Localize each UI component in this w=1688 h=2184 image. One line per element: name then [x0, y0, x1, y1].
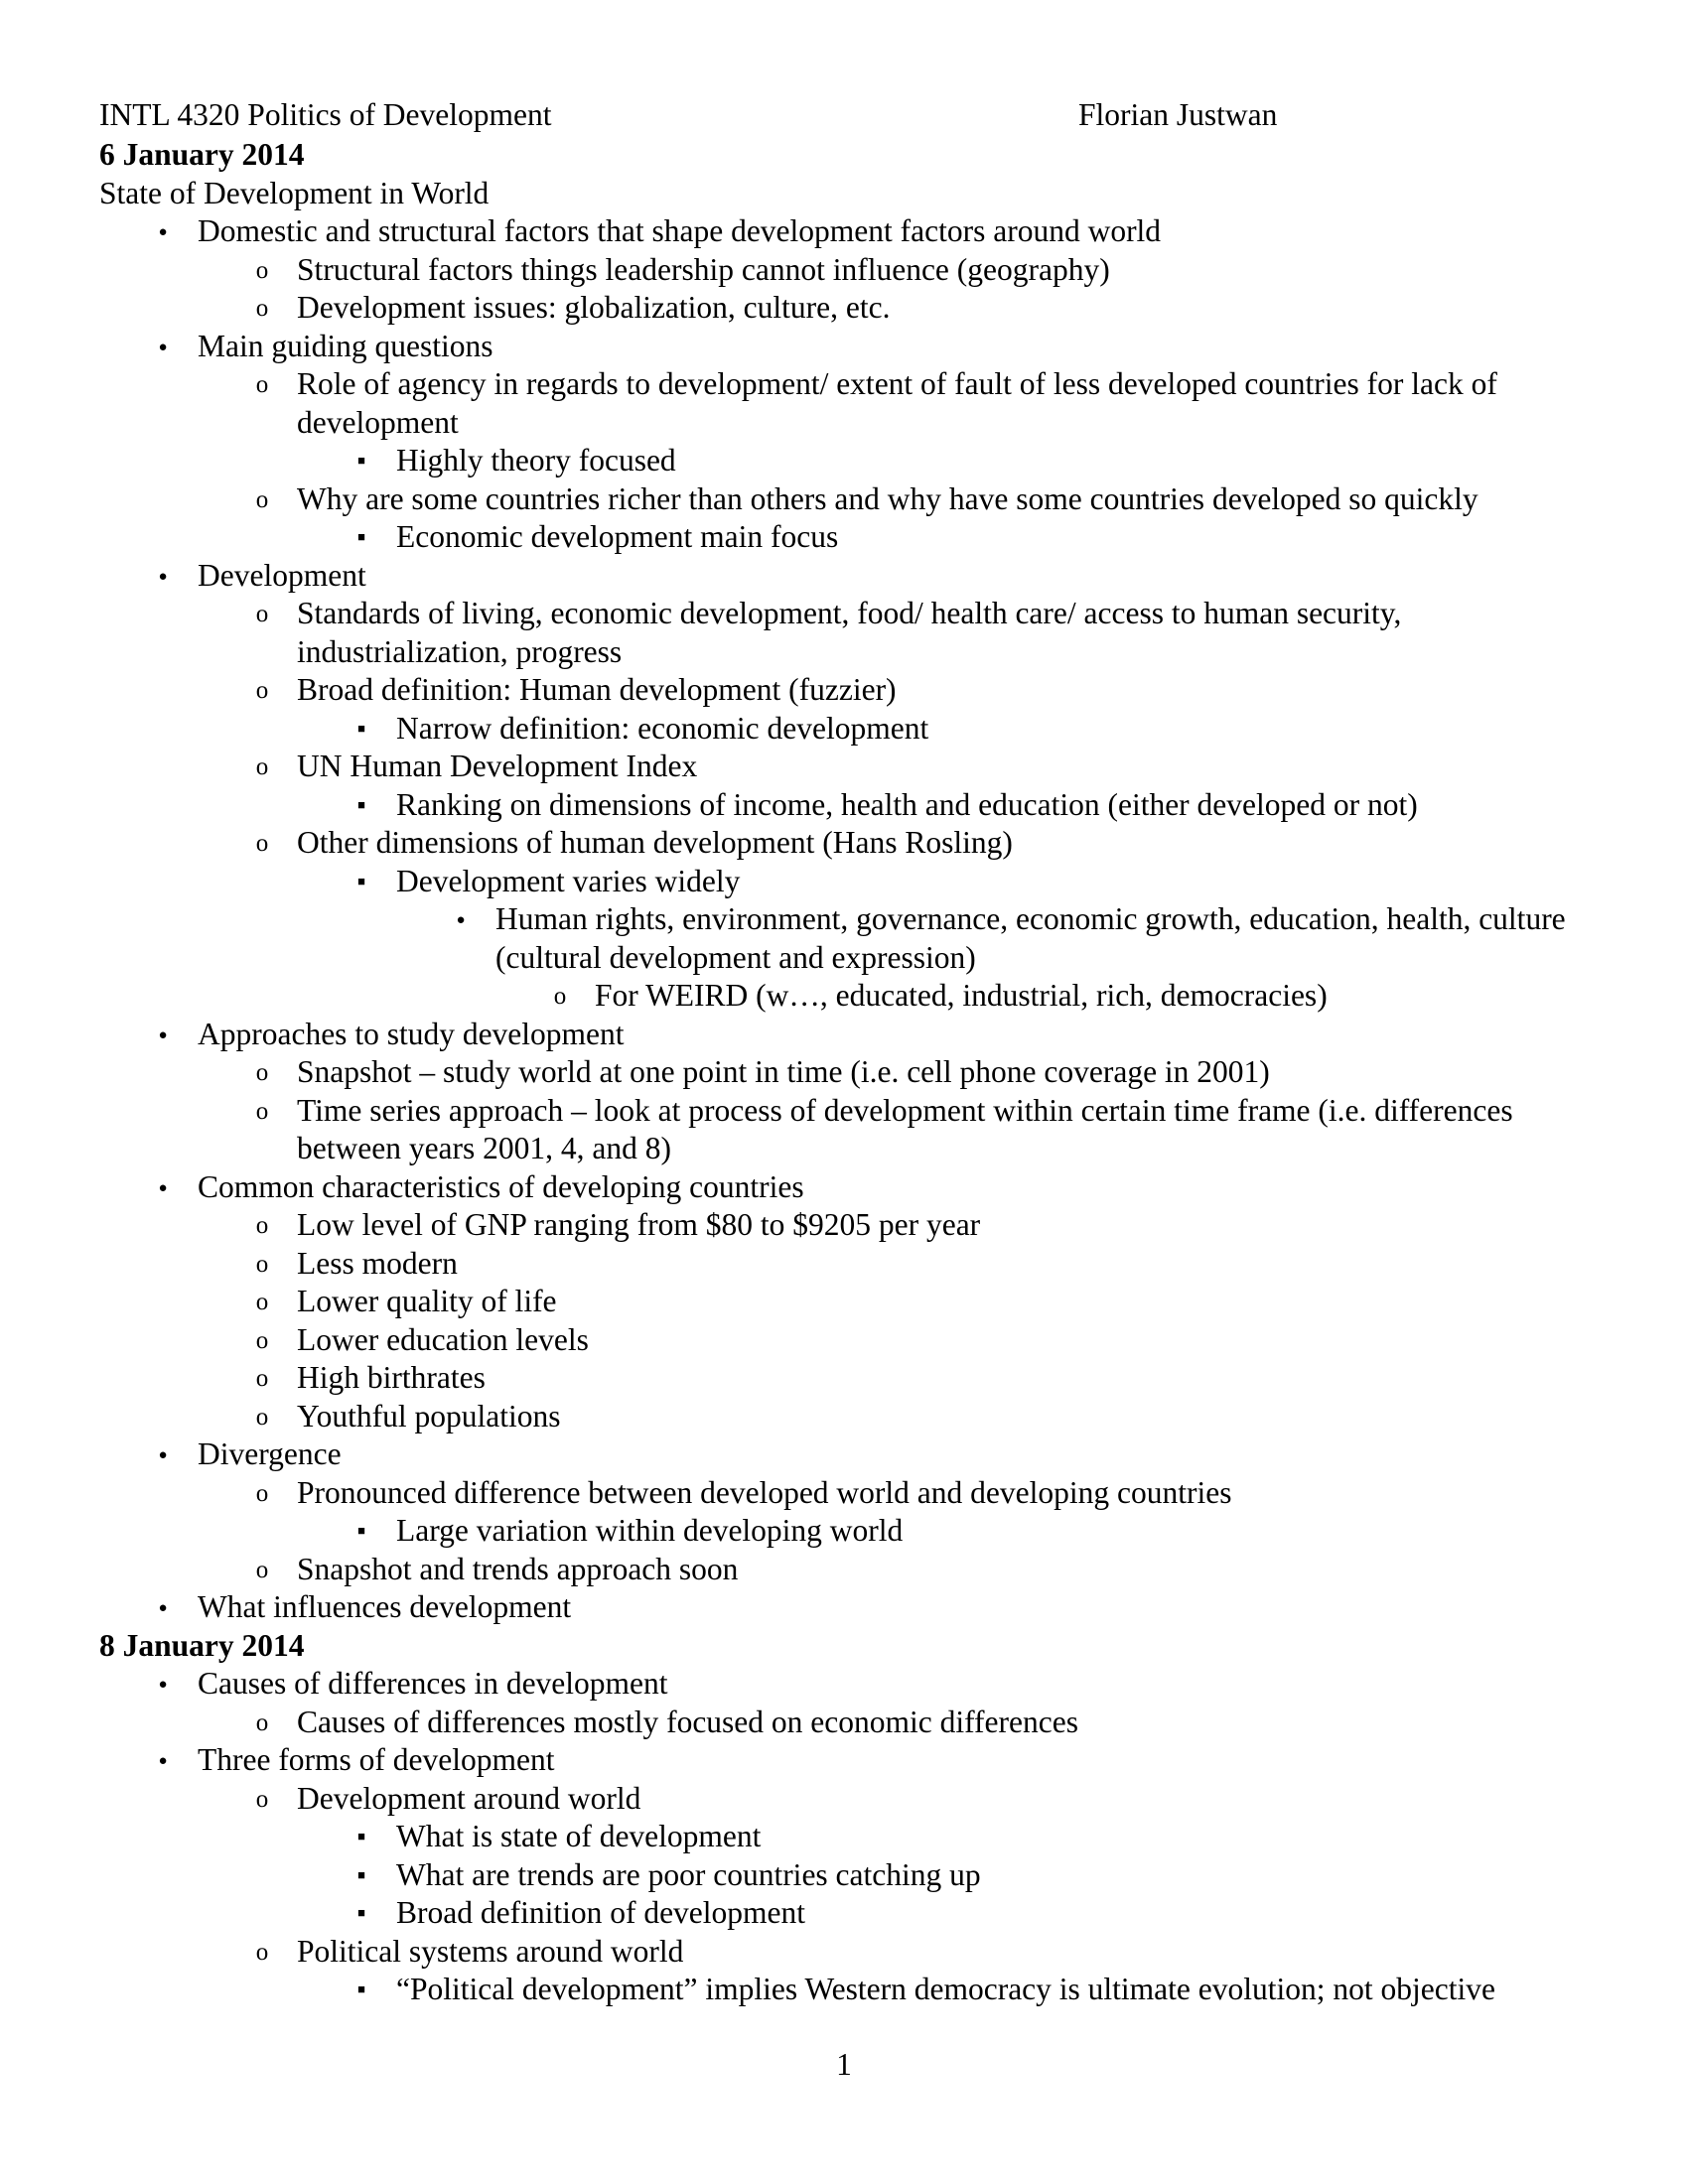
outline-item-level-2 [0, 1359, 1688, 1398]
outline-item-level-2 [0, 480, 1688, 519]
outline-text: Broad definition: Human development (fuzzier) [297, 672, 897, 707]
circle-marker [242, 1206, 282, 1248]
outline-text: Development varies widely [396, 863, 741, 898]
circle-marker [242, 480, 282, 522]
outline-text: Causes of differences mostly focused on economic differences [297, 1704, 1078, 1739]
outline-item-level-4 [0, 900, 1688, 977]
outline-text: Three forms of development [198, 1742, 555, 1777]
circle-marker [242, 1780, 282, 1822]
outline-item-level-1 [0, 1435, 1688, 1474]
section-heading [0, 175, 1688, 213]
outline-text: What are trends are poor countries catching up [396, 1856, 981, 1892]
outline-item-level-2 [0, 1245, 1688, 1284]
circle-marker [242, 1474, 282, 1516]
outline-text: Snapshot and trends approach soon [297, 1551, 739, 1586]
outline-text: State of Development in World [99, 175, 490, 210]
outline-text: Lower education levels [297, 1321, 589, 1357]
circle-marker [242, 1359, 282, 1401]
outline-item-level-2 [0, 1780, 1688, 1819]
outline-item-level-3 [0, 1971, 1688, 2009]
outline-item-level-1 [0, 1741, 1688, 1780]
circle-marker [242, 1933, 282, 1975]
outline-item-level-3 [0, 710, 1688, 749]
circle-marker [242, 1245, 282, 1287]
outline-item-level-1 [0, 1168, 1688, 1207]
outline-text: Time series approach – look at process of development within certain time frame (i.e. differences between years 2001, 4, and 8) [297, 1092, 1513, 1165]
outline-text: Political systems around world [297, 1933, 684, 1969]
circle-marker [242, 1704, 282, 1745]
date-heading [0, 1627, 1688, 1666]
outline-text: What is state of development [396, 1819, 762, 1853]
outline-item-level-3 [0, 518, 1688, 557]
outline-text: Economic development main focus [396, 519, 839, 554]
page-number: 1 [836, 2047, 852, 2082]
square-marker [342, 1971, 381, 2015]
outline-text: Main guiding questions [198, 328, 493, 363]
outline-text: Ranking on dimensions of income, health and education (either developed or not) [396, 786, 1418, 822]
outline-text: Why are some countries richer than others and why have some countries developed so quickly [297, 480, 1478, 516]
outline-item-level-2 [0, 1474, 1688, 1513]
outline-text: Narrow definition: economic development [396, 710, 929, 746]
outline-text: Broad definition of development [396, 1895, 806, 1930]
outline-text: What influences development [198, 1589, 572, 1624]
outline-text: “Political development” implies Western democracy is ultimate evolution; not objective [396, 1972, 1495, 2006]
outline-text: Highly theory focused [396, 443, 676, 478]
circle-marker [242, 1283, 282, 1324]
outline-item-level-2 [0, 1933, 1688, 1972]
date-heading [0, 136, 1688, 175]
circle-marker [242, 289, 282, 331]
outline-text: Causes of differences in development [198, 1666, 668, 1701]
outline-text: Domestic and structural factors that shape development factors around world [198, 213, 1162, 248]
outline-item-level-1 [0, 1588, 1688, 1627]
outline-item-level-2 [0, 1321, 1688, 1360]
outline-item-level-1 [0, 328, 1688, 366]
circle-marker [242, 1551, 282, 1592]
outline-item-level-3 [0, 442, 1688, 480]
outline-item-level-1 [0, 212, 1688, 251]
outline-item-level-2 [0, 595, 1688, 671]
outline-item-level-2 [0, 1206, 1688, 1245]
circle-marker [242, 1398, 282, 1439]
bullet-marker [441, 900, 481, 945]
outline-item-level-2 [0, 1551, 1688, 1589]
circle-marker [242, 251, 282, 293]
outline-item-level-2 [0, 748, 1688, 786]
outline-text: Development [198, 557, 366, 593]
outline-text: Role of agency in regards to development/ extent of fault of less developed countries for lack of development [297, 366, 1497, 440]
outline-item-level-2 [0, 1704, 1688, 1742]
outline-text: UN Human Development Index [297, 749, 698, 783]
page-header [99, 97, 1589, 137]
outline-text: Snapshot – study world at one point in time (i.e. cell phone coverage in 2001) [297, 1054, 1270, 1089]
outline-text: Structural factors things leadership cannot influence (geography) [297, 251, 1110, 287]
outline-text: Low level of GNP ranging from $80 to $9205 per year [297, 1207, 981, 1242]
outline-text: Approaches to study development [198, 1016, 625, 1051]
outline-item-level-2 [0, 289, 1688, 328]
outline-text: Less modern [297, 1245, 458, 1281]
outline-text: 6 January 2014 [99, 137, 305, 172]
circle-marker [242, 748, 282, 789]
outline-text: 8 January 2014 [99, 1627, 305, 1663]
outline-item-level-1 [0, 557, 1688, 596]
outline-text: Development issues: globalization, culture, etc. [297, 290, 891, 325]
course-title: INTL 4320 Politics of Development [99, 97, 552, 132]
outline-item-level-3 [0, 1894, 1688, 1933]
circle-marker [242, 595, 282, 636]
circle-marker [242, 1321, 282, 1363]
author-name: Florian Justwan [1078, 97, 1278, 132]
outline-item-level-2 [0, 1092, 1688, 1168]
outline-text: Divergence [198, 1436, 342, 1471]
outline-item-level-2 [0, 671, 1688, 710]
outline-item-level-2 [0, 1283, 1688, 1321]
outline-item-level-2 [0, 365, 1688, 442]
outline-item-level-3 [0, 786, 1688, 825]
outline-text: Development around world [297, 1780, 641, 1816]
outline-item-level-3 [0, 863, 1688, 901]
outline-item-level-2 [0, 251, 1688, 290]
outline-text: Large variation within developing world [396, 1513, 904, 1548]
outline-text: Common characteristics of developing countries [198, 1168, 804, 1204]
circle-marker [242, 1053, 282, 1095]
circle-marker [242, 824, 282, 866]
outline-item-level-2 [0, 1053, 1688, 1092]
outline-text: Pronounced difference between developed world and developing countries [297, 1474, 1232, 1510]
circle-marker [242, 671, 282, 713]
outline-item-level-1 [0, 1016, 1688, 1054]
circle-marker [242, 365, 282, 407]
outline-item-level-3 [0, 1512, 1688, 1551]
outline-text: Other dimensions of human development (Hans Rosling) [297, 825, 1013, 860]
outline-item-level-1 [0, 1665, 1688, 1704]
outline-item-level-2 [0, 824, 1688, 863]
outline-item-level-5 [0, 977, 1688, 1016]
outline-item-level-3 [0, 1856, 1688, 1895]
circle-marker [242, 1092, 282, 1134]
circle-marker [540, 977, 580, 1019]
outline-text: Standards of living, economic development, food/ health care/ access to human security, industrialization, progress [297, 596, 1402, 669]
outline-text: High birthrates [297, 1360, 486, 1395]
outline-item-level-3 [0, 1818, 1688, 1856]
outline-text: Lower quality of life [297, 1284, 557, 1318]
outline-item-level-2 [0, 1398, 1688, 1436]
outline-text: For WEIRD (w…, educated, industrial, rich, democracies) [595, 978, 1328, 1013]
outline-text: Human rights, environment, governance, economic growth, education, health, culture (cultural development and expression) [495, 901, 1566, 975]
outline-text: Youthful populations [297, 1398, 561, 1433]
